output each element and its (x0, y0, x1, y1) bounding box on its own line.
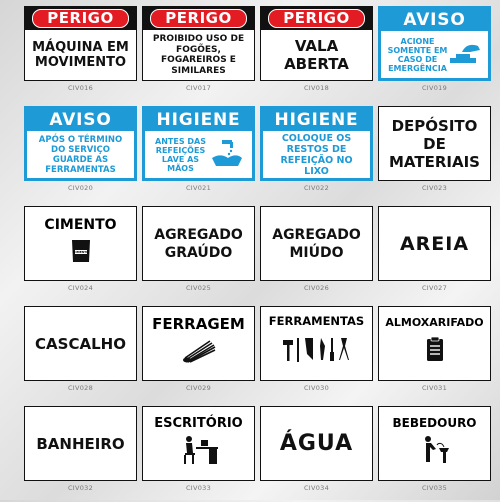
sign-text: MÁQUINA EM MOVIMENTO (32, 40, 129, 70)
sign-text: ALMOXARIFADO (385, 316, 484, 329)
sign-text: COLOQUE OS RESTOS DE REFEIÇÃO NO LIXO (280, 132, 353, 177)
product-code: CIV032 (67, 484, 94, 492)
sign-card[interactable] (260, 6, 377, 102)
tools-icon (277, 334, 357, 366)
sign-card[interactable] (378, 106, 495, 202)
product-code: CIV017 (185, 84, 212, 92)
location-sign (24, 306, 137, 381)
hygiene-sign (142, 106, 255, 181)
rebar-bundle-icon (182, 337, 216, 367)
notice-header: AVISO (381, 9, 488, 31)
product-code: CIV029 (185, 384, 212, 392)
sign-card[interactable] (378, 206, 495, 302)
danger-sign (260, 6, 373, 81)
product-code: CIV025 (185, 284, 212, 292)
sign-text: APÓS O TÉRMINO DO SERVIÇO GUARDE AS FERRAMENTAS (38, 134, 123, 175)
sign-text: BANHEIRO (36, 434, 125, 453)
location-sign (260, 306, 373, 381)
sign-card[interactable] (24, 406, 141, 502)
product-code: CIV022 (303, 184, 330, 192)
location-sign (378, 306, 491, 381)
sign-card[interactable] (24, 206, 141, 302)
notice-sign (378, 6, 491, 81)
product-code: CIV024 (67, 284, 94, 292)
office-desk-icon (179, 435, 219, 469)
product-code: CIV033 (185, 484, 212, 492)
clipboard-icon (426, 336, 444, 366)
sign-card[interactable] (142, 306, 259, 402)
product-code: CIV027 (421, 284, 448, 292)
danger-label: PERIGO (32, 9, 128, 28)
sign-card[interactable] (378, 406, 495, 502)
danger-header (143, 7, 254, 30)
sign-text: DEPÓSITO DE MATERIAIS (389, 116, 480, 171)
sign-card[interactable] (142, 106, 259, 202)
sign-text: AGREGADO GRAÚDO (154, 226, 243, 261)
product-code: CIV016 (67, 84, 94, 92)
location-sign (260, 406, 373, 481)
sign-text: AREIA (399, 232, 470, 255)
hand-washing-icon (208, 138, 244, 172)
sign-card[interactable] (378, 306, 495, 402)
product-code: CIV035 (421, 484, 448, 492)
notice-header: AVISO (27, 109, 134, 131)
cement-bag-icon (70, 237, 92, 267)
hygiene-sign (260, 106, 373, 181)
product-code: CIV020 (67, 184, 94, 192)
location-sign (24, 206, 137, 281)
product-code: CIV034 (303, 484, 330, 492)
location-sign (260, 206, 373, 281)
danger-label: PERIGO (268, 9, 364, 28)
location-sign (24, 406, 137, 481)
sign-card[interactable] (260, 406, 377, 502)
drinking-fountain-icon (418, 434, 452, 468)
location-sign (142, 206, 255, 281)
sign-text: ESCRITÓRIO (154, 416, 243, 431)
hygiene-header: HIGIENE (145, 109, 252, 131)
product-code: CIV031 (421, 384, 448, 392)
sign-text: AGREGADO MIÚDO (272, 226, 361, 261)
location-sign (378, 106, 491, 181)
danger-sign (24, 6, 137, 81)
sign-card[interactable] (142, 206, 259, 302)
sign-card[interactable] (142, 406, 259, 502)
danger-header (25, 7, 136, 30)
sign-text: ÁGUA (279, 431, 354, 456)
press-button-icon (448, 40, 482, 70)
sign-card[interactable] (260, 306, 377, 402)
notice-sign (24, 106, 137, 181)
location-sign (378, 206, 491, 281)
sign-text: CIMENTO (44, 217, 117, 233)
sign-text: ACIONE SOMENTE EM CASO DE EMERGÊNCIA (387, 36, 448, 73)
sign-card[interactable] (260, 206, 377, 302)
sign-text: BEBEDOURO (392, 416, 477, 430)
danger-sign (142, 6, 255, 81)
location-sign (142, 306, 255, 381)
sign-card[interactable] (142, 6, 259, 102)
product-code: CIV018 (303, 84, 330, 92)
product-code: CIV019 (421, 84, 448, 92)
product-code: CIV021 (185, 184, 212, 192)
sign-text: CASCALHO (35, 334, 126, 353)
sign-card[interactable] (24, 6, 141, 102)
hygiene-header: HIGIENE (263, 109, 370, 131)
product-code: CIV026 (303, 284, 330, 292)
danger-label: PERIGO (150, 9, 246, 28)
sign-card[interactable] (24, 306, 141, 402)
product-code: CIV030 (303, 384, 330, 392)
sign-text: FERRAGEM (152, 315, 245, 333)
sign-card[interactable] (24, 106, 141, 202)
sign-text: VALA ABERTA (284, 37, 349, 73)
cement-bag-label: CIMENTO (72, 250, 89, 255)
danger-header (261, 7, 372, 30)
sign-card[interactable] (378, 6, 495, 102)
location-sign (378, 406, 491, 481)
sign-text: FERRAMENTAS (268, 314, 365, 328)
sign-card[interactable] (260, 106, 377, 202)
location-sign (142, 406, 255, 481)
sign-text: PROIBIDO USO DE FOGÕES, FOGAREIROS E SIMILARES (152, 34, 245, 76)
product-code: CIV028 (67, 384, 94, 392)
product-code: CIV023 (421, 184, 448, 192)
sign-text: ANTES DAS REFEIÇÕES LAVE AS MÃOS (155, 136, 206, 173)
